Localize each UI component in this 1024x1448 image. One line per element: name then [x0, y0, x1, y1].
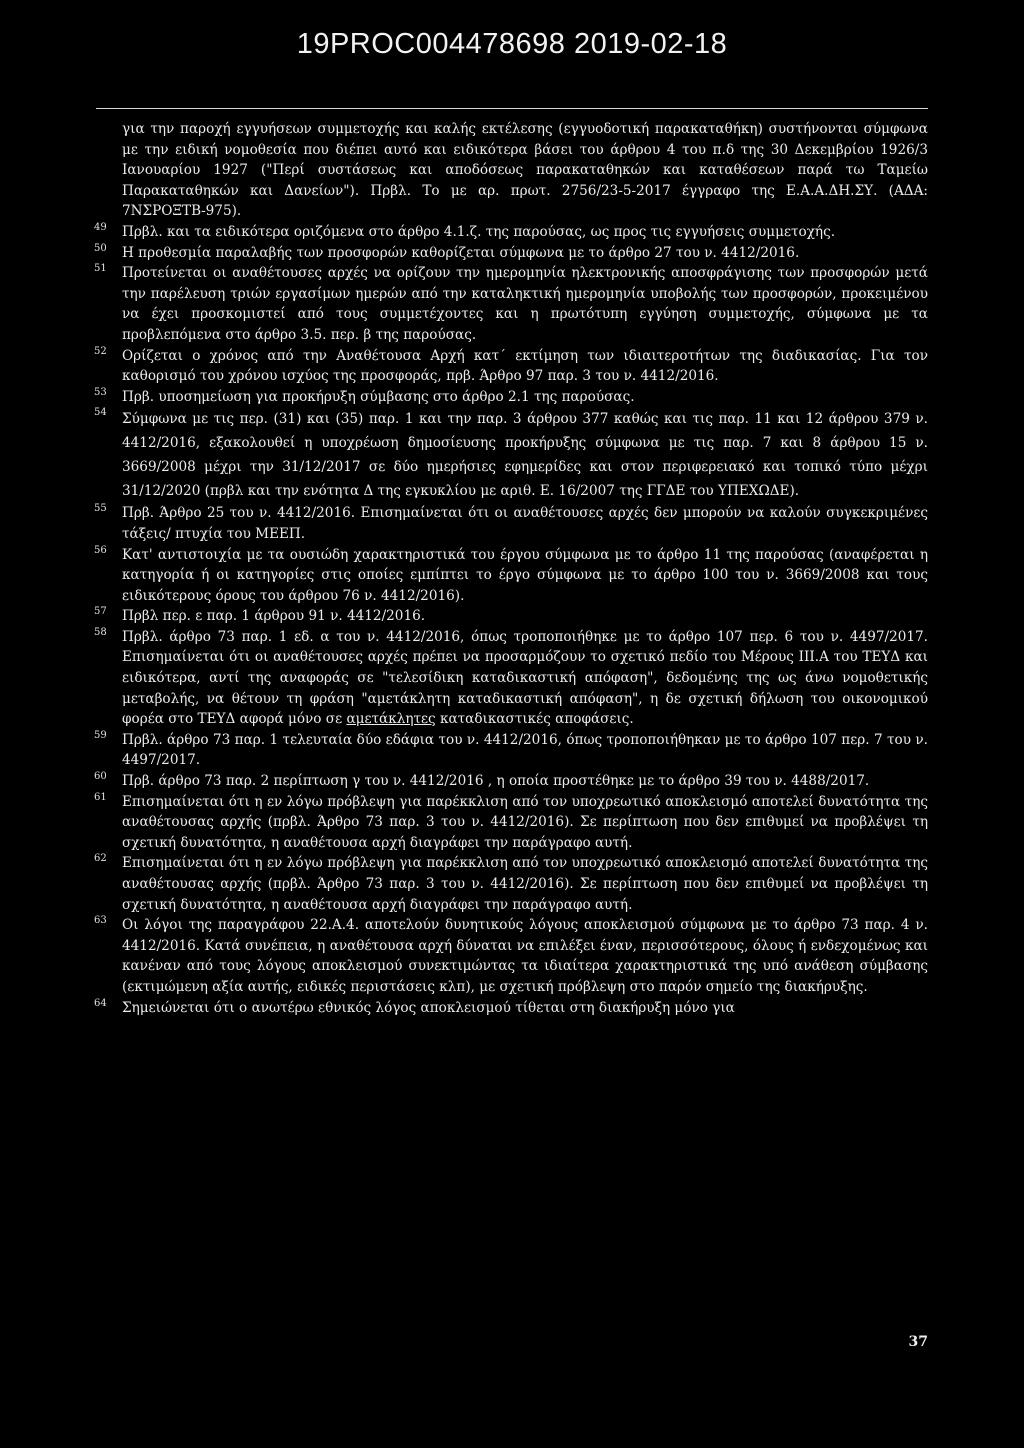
- footnote-number: 64: [94, 997, 107, 1009]
- footnote-text: Ορίζεται ο χρόνος από την Αναθέτουσα Αρχή κατ΄ εκτίμηση των ιδιαιτεροτήτων της διαδικασίας. Για τον καθορισμό του χρόνου ισχύος της προσφοράς, πρβ. Άρθρο 97 παρ. 3 του ν. 4412/2016.: [122, 347, 928, 385]
- footnote-52: [94, 346, 928, 387]
- footnote-number: 58: [94, 626, 107, 638]
- footnote-text: Κατ' αντιστοιχία με τα ουσιώδη χαρακτηριστικά του έργου σύμφωνα με το άρθρο 11 της παρούσας (αναφέρεται η κατηγορία ή οι κατηγορίες στις οποίες εμπίπτει το έργο σύμφωνα με το άρθρο 100 του ν. 3669/2008 και τους ειδικότερους όρους του άρθρου 76 ν. 4412/2016).: [122, 546, 928, 604]
- footnote-text-end: καταδικαστικές αποφάσεις.: [435, 711, 634, 728]
- footnote-text: Πρβλ περ. ε παρ. 1 άρθρου 91 ν. 4412/2016.: [122, 608, 426, 625]
- footnote-number: 54: [94, 407, 107, 419]
- footnote-separator-line: [96, 108, 928, 109]
- footnote-number: 57: [94, 606, 107, 618]
- footnote-text: Η προθεσμία παραλαβής των προσφορών καθορίζεται σύμφωνα με το άρθρο 27 του ν. 4412/2016.: [122, 244, 800, 261]
- footnote-text: για την παροχή εγγυήσεων συμμετοχής και καλής εκτέλεσης (εγγυοδοτική παρακαταθήκη) συστήνονται σύμφωνα με την ειδική νομοθεσία που διέπει αυτό και ειδικότερα βάσει του άρθρου 4 του π.δ της 30 Δεκεμβρίου 1926/3 Ιανουαρίου 1927 ("Περί συστάσεως και αποδόσεως παρακαταθηκών και καταθέσεων παρά τω Ταμείω Παρακαταθηκών και Δανείων"). Πρβλ. Το με αρ. πρωτ. 2756/23-5-2017 έγγραφο της Ε.Α.Α.ΔΗ.ΣΥ. (ΑΔΑ: 7ΝΣΡΟΞΤΒ-975).: [122, 121, 928, 220]
- footnote-number: 50: [94, 242, 107, 254]
- footnote-number: 59: [94, 729, 107, 741]
- footnote-51: [94, 263, 928, 345]
- footnote-text: Πρβ. άρθρο 73 παρ. 2 περίπτωση γ του ν. 4412/2016 , η οποία προστέθηκε με το άρθρο 39 του ν. 4488/2017.: [122, 773, 870, 790]
- footnote-60: [94, 771, 928, 792]
- footnote-number: 60: [94, 771, 107, 783]
- footnote-59: [94, 730, 928, 771]
- footnote-text: Οι λόγοι της παραγράφου 22.Α.4. αποτελούν δυνητικούς λόγους αποκλεισμού σύμφωνα με το άρθρο 73 παρ. 4 ν. 4412/2016. Κατά συνέπεια, η αναθέτουσα αρχή δύναται να επιλέξει έναν, περισσότερους, όλους ή ενδεχομένως και κανέναν από τους λόγους αποκλεισμού συνεκτιμώντας τα ιδιαίτερα χαρακτηριστικά της υπό ανάθεση σύμβασης (εκτιμώμενη αξία αυτής, ειδικές περιστάσεις κλπ), με σχετική πρόβλεψη στο παρόν σημείο της διακήρυξης.: [122, 917, 928, 995]
- footnote-53: [94, 387, 928, 408]
- footnote-number: 56: [94, 544, 107, 556]
- footnote-55: [94, 503, 928, 544]
- footnote-61: [94, 792, 928, 854]
- footnote-50: [94, 243, 928, 264]
- footnote-54: [94, 407, 928, 503]
- footnote-text: Πρβ. Άρθρο 25 του ν. 4412/2016. Επισημαίνεται ότι οι αναθέτουσες αρχές δεν μπορούν να καλούν συγκεκριμένες τάξεις/ πτυχία του ΜΕΕΠ.: [122, 505, 928, 542]
- footnote-58: [94, 627, 928, 730]
- footnote-text: Πρβλ. άρθρο 73 παρ. 1 εδ. α του ν. 4412/2016, όπως τροποποιήθηκε με το άρθρο 107 περ. 6 του ν. 4497/2017. Επισημαίνεται ότι οι αναθέτουσες αρχές πρέπει να προσαρμόζουν το σχετικό πεδίο του Μέρους ΙΙΙ.Α του ΤΕΥΔ και ειδικότερα, αντί της αναφοράς σε "τελεσίδικη καταδικαστική απόφαση", δεδομένης της ως άνω νομοθετικής μεταβολής, να θέτουν τη φράση "αμετάκλητη καταδικαστική απόφαση", η δε σχετική δήλωση του οικονομικού φορέα στο ΤΕΥΔ αφορά μόνο σε: [122, 628, 928, 728]
- footnote-57: [94, 606, 928, 627]
- footnote-number: 55: [94, 503, 107, 515]
- footnote-continuation: [94, 119, 928, 222]
- footnote-49: [94, 222, 928, 243]
- page-number: 37: [908, 1334, 928, 1350]
- footnote-number: 61: [94, 791, 107, 803]
- footnote-text: Σύμφωνα με τις περ. (31) και (35) παρ. 1 και την παρ. 3 άρθρου 377 καθώς και τις παρ. 11 και 12 άρθρου 379 ν. 4412/2016, εξακολουθεί η υποχρέωση δημοσίευσης προκήρυξης σύμφωνα με τις παρ. 7 και 8 άρθρου 15 ν. 3669/2008 μέχρι την 31/12/2017 σε δύο ημερήσιες εφημερίδες και στον περιφερειακό και τοπικό τύπο μέχρι 31/12/2020 (πρβλ και την ενότητα Δ της εγκυκλίου με αριθ. Ε. 16/2007 της ΓΓΔΕ του ΥΠΕΧΩΔΕ).: [122, 411, 928, 500]
- footnote-number: 63: [94, 915, 107, 927]
- footnotes-section: [94, 119, 928, 1018]
- footnote-text: Επισημαίνεται ότι η εν λόγω πρόβλεψη για παρέκκλιση από τον υποχρεωτικό αποκλεισμό αποτελεί δυνατότητα της αναθέτουσας αρχής (πρβλ. Άρθρο 73 παρ. 3 του ν. 4412/2016). Σε περίπτωση που δεν επιθυμεί να προβλέψει τη σχετική δυνατότητα, η αναθέτουσα αρχή διαγράφει την παράγραφο αυτή.: [122, 855, 928, 913]
- footnote-63: [94, 915, 928, 997]
- footnote-number: 51: [94, 263, 107, 275]
- footnote-number: 49: [94, 221, 107, 233]
- footnote-text: Επισημαίνεται ότι η εν λόγω πρόβλεψη για παρέκκλιση από τον υποχρεωτικό αποκλεισμό αποτελεί δυνατότητα της αναθέτουσας αρχής (πρβλ. Άρθρο 73 παρ. 3 του ν. 4412/2016). Σε περίπτωση που δεν επιθυμεί να προβλέψει τη σχετική δυνατότητα, η αναθέτουσα αρχή διαγράφει την παράγραφο αυτή.: [122, 793, 928, 851]
- footnote-number: 53: [94, 386, 107, 398]
- footnote-text: Πρβ. υποσημείωση για προκήρυξη σύμβασης στο άρθρο 2.1 της παρούσας.: [122, 388, 635, 405]
- footnote-text: Πρβλ. και τα ειδικότερα οριζόμενα στο άρθρο 4.1.ζ. της παρούσας, ως προς τις εγγυήσεις συμμετοχής.: [122, 223, 836, 240]
- footnote-number: 62: [94, 853, 107, 865]
- footnote-number: 52: [94, 345, 107, 357]
- document-code-header: 19PROC004478698 2019-02-18: [296, 28, 728, 60]
- underlined-term: αμετάκλητες: [346, 711, 436, 728]
- footnote-64: [94, 998, 928, 1019]
- footnote-56: [94, 545, 928, 607]
- footnote-text: Πρβλ. άρθρο 73 παρ. 1 τελευταία δύο εδάφια του ν. 4412/2016, όπως τροποποιήθηκαν με το άρθρο 107 περ. 7 του ν. 4497/2017.: [122, 731, 928, 769]
- footnote-62: [94, 853, 928, 915]
- footnote-text: Προτείνεται οι αναθέτουσες αρχές να ορίζουν την ημερομηνία ηλεκτρονικής αποσφράγισης των προσφορών μετά την παρέλευση τριών εργασίμων ημερών από την καταληκτική ημερομηνία υποβολής των προσφορών, προκειμένου να έχει προσκομιστεί από τους συμμετέχοντες και η πρωτότυπη εγγύηση συμμετοχής, σύμφωνα με τα προβλεπόμενα στο άρθρο 3.5. περ. β της παρούσας.: [122, 265, 928, 343]
- footnote-text: Σημειώνεται ότι ο ανωτέρω εθνικός λόγος αποκλεισμού τίθεται στη διακήρυξη μόνο για: [122, 999, 735, 1016]
